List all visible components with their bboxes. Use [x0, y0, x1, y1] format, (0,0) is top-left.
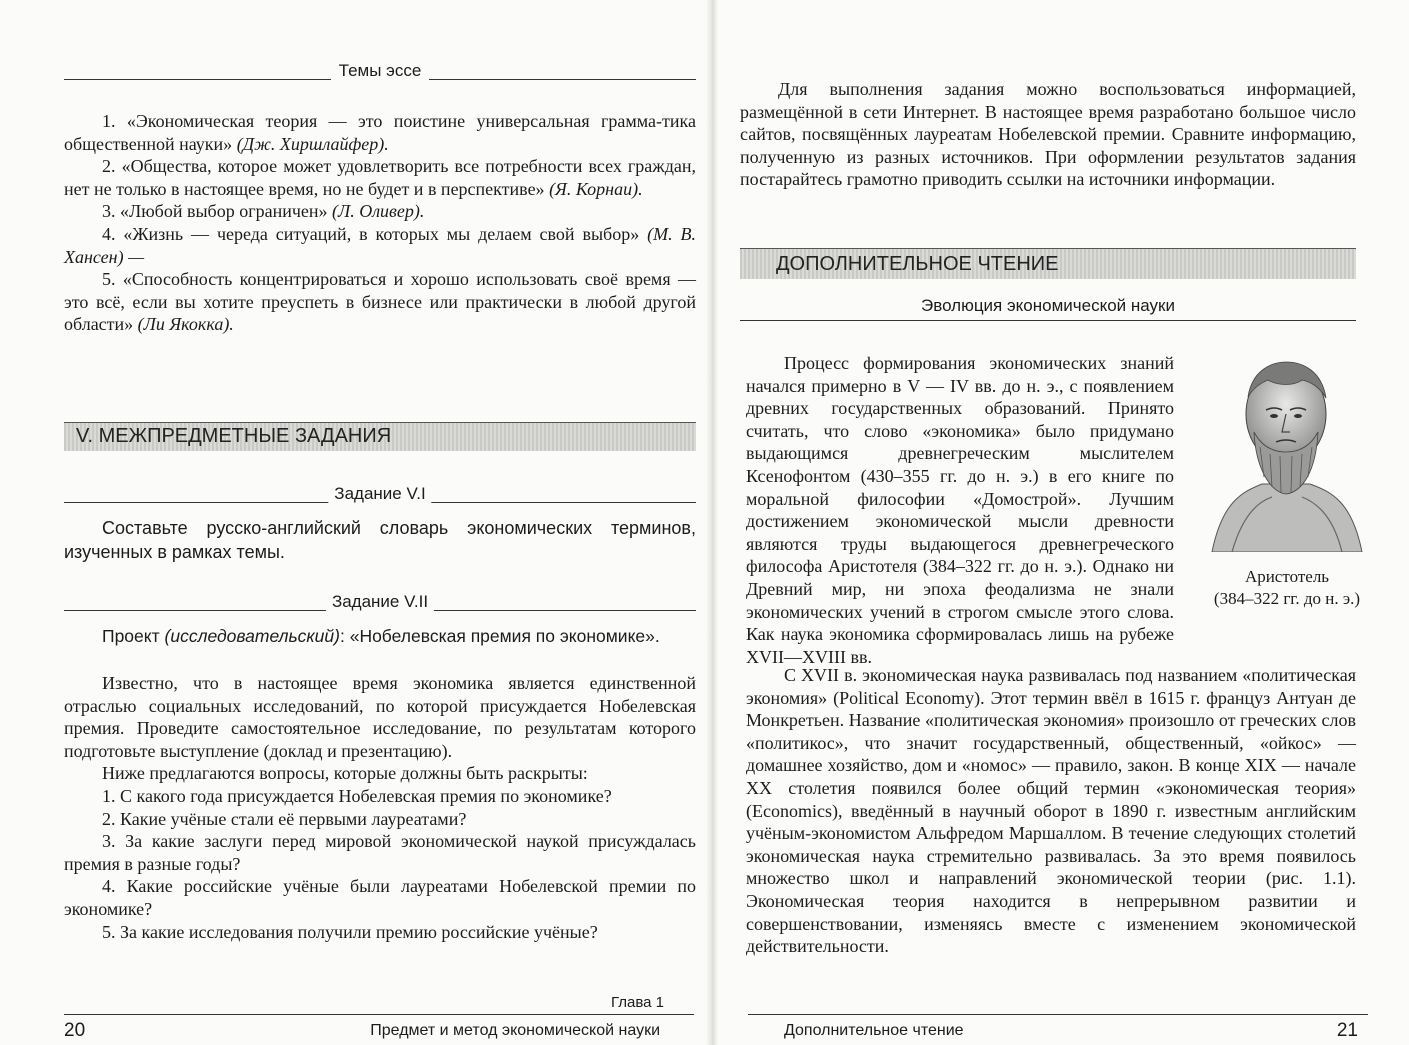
right-page — [712, 0, 1409, 1045]
page-number: 21 — [1336, 1020, 1358, 1041]
page-footer — [748, 992, 1368, 1042]
intro-paragraph: Для выполнения задания можно воспользоваться информацией, размещённой в сети Интернет. В настоящее время разработано большое число сайтов, посвящённых лауреатам Нобелевской премии. Сравните информацию, полученную из разных источников. При оформлении результатов задания постарайтесь грамотно приводить ссылки на источники информации. — [740, 79, 1356, 190]
essay-item: 1. «Экономическая теория — это поистине универсальная грамма-тика общественной науки» (Дж. Хиршлайфер). — [64, 111, 696, 154]
subsection-header — [740, 296, 1356, 322]
aristotle-bust-image — [1202, 352, 1370, 552]
caption-dates: (384–322 гг. до н. э.) — [1213, 589, 1361, 608]
portrait-caption — [1182, 566, 1392, 610]
essay-item: 5. «Способность концентрироваться и хорошо использовать своё время — это всё, если вы хотите преуспеть в бизнесе или практически в любой другой области» (Ли Якокка). — [64, 269, 696, 335]
question-item: 4. Какие российские учёные были лауреатами Нобелевской премии по экономике? — [64, 876, 696, 919]
task-title: Задание V.II — [326, 592, 434, 612]
caption-name: Аристотель — [1244, 567, 1330, 586]
footer-title: Предмет и метод экономической науки — [370, 1022, 660, 1039]
aristotle-portrait — [1202, 352, 1370, 552]
footer-title: Дополнительное чтение — [784, 1022, 964, 1039]
subsection-title: Эволюция экономической науки — [921, 296, 1175, 315]
reading-paragraph: Процесс формирования экономических знаний начался примерно в V — IV вв. до н. э., с появлением древних государственных образований. Принято считать, что слово «экономика» было придумано выдающимся древнегреческим мыслителем Ксенофонтом (430–355 гг. до н. э.) в его книге по моральной философии «Домострой». Лучшим достижением экономической мысли древности являются труды выдающегося древнегреческого философа Аристотеля (384–322 гг. до н. э.). Однако ни Древний мир, ни эпоха феодализма не знали экономических учений в строгом смысле этого слова. Как наука экономика сформировалась лишь на рубеже XVII—XVIII вв. — [746, 353, 1174, 667]
task-title: Задание V.I — [328, 484, 431, 504]
section-header — [64, 422, 696, 451]
project-intro: Проект (исследовательский): «Нобелевская премия по экономике». — [102, 626, 660, 646]
question-item: 2. Какие учёные стали её первыми лауреатами? — [102, 808, 467, 829]
page-footer — [64, 992, 694, 1042]
reading-paragraph: С XVII в. экономическая наука развивалась под названием «политическая экономия» (Political Economy). Этот термин ввёл в 1615 г. француз Антуан де Монкретьен. Название «политическая экономия» произошло от греческих слов «политикос», что значит государственный, общественный, «ойкос» — домашнее хозяйство, дом и «номос» — правило, закон. В конце XIX — начале XX столетия появился более общий термин «экономическая теория» (Economics), введённый в научный оборот в 1890 г. известным английским учёным-экономистом Альфредом Маршаллом. В течение следующих столетий экономическая наука стремительно развивалась. За это время появилось множество школ и направлений экономической теории (рис. 1.1). Экономическая теория находится в непрерывном развитии и совершенствовании, изменяясь вместе с изменением экономической действительности. — [746, 665, 1356, 957]
task-header — [64, 590, 696, 614]
essay-list — [64, 110, 696, 336]
section-header — [740, 248, 1356, 279]
paragraph: Ниже предлагаются вопросы, которые должны быть раскрыты: — [102, 763, 588, 784]
essay-item: 3. «Любой выбор ограничен» (Л. Оливер). — [102, 201, 425, 222]
essay-item: 2. «Общества, которое может удовлетворить все потребности всех граждан, нет не только в настоящее время, но не будет и в перспективе» (Я. Корнаи). — [64, 156, 696, 199]
running-head-title: Темы эссе — [331, 61, 430, 81]
question-item: 5. За какие исследования получили премию российские учёные? — [102, 921, 598, 942]
running-head — [64, 62, 696, 84]
page-number: 20 — [64, 1020, 86, 1041]
essay-item: 4. «Жизнь — череда ситуаций, в которых мы делаем свой выбор» (М. В. Хансен) — — [64, 223, 697, 267]
footer-chapter: Глава 1 — [610, 994, 664, 1011]
section-title: ДОПОЛНИТЕЛЬНОЕ ЧТЕНИЕ — [776, 253, 1059, 275]
section-title: V. МЕЖПРЕДМЕТНЫЕ ЗАДАНИЯ — [76, 425, 392, 447]
task-text: Составьте русско-английский словарь экономических терминов, изученных в рамках темы. — [64, 518, 696, 562]
task-header — [64, 482, 696, 506]
question-item: 1. С какого года присуждается Нобелевская премия по экономике? — [102, 785, 612, 806]
project-body — [64, 672, 696, 943]
question-item: 3. За какие заслуги перед мировой экономической наукой присуждалась премия в разные годы? — [64, 831, 696, 874]
paragraph: Известно, что в настоящее время экономика является единственной отраслью социальных исследований, по которой присуждается Нобелевская премия. Проведите самостоятельное исследование, по результатам которого подготовьте выступление (доклад и презентацию). — [64, 673, 696, 761]
